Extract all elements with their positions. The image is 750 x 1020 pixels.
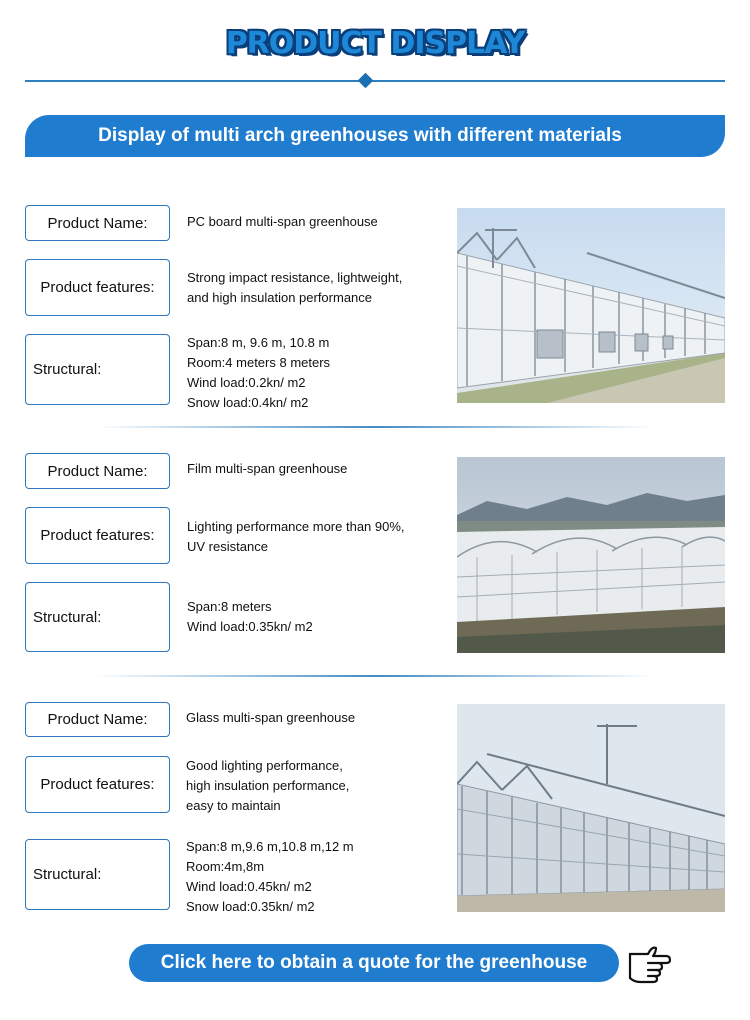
product-name-label: Product Name: [25, 205, 170, 241]
section-divider [95, 675, 655, 677]
structural-label: Structural: [25, 582, 170, 652]
product-features-value [187, 268, 402, 308]
text-line: Room:4m,8m [186, 859, 265, 874]
text-line: Wind load:0.45kn/ m2 [186, 879, 312, 894]
product-name-value: Glass multi-span greenhouse [186, 710, 356, 725]
diamond-icon [358, 73, 374, 89]
text-line: Snow load:0.35kn/ m2 [186, 899, 315, 914]
text-line: Wind load:0.35kn/ m2 [187, 619, 313, 634]
structural-label: Structural: [25, 334, 170, 405]
text-line: Span:8 m, 9.6 m, 10.8 m [187, 335, 330, 350]
product-features-label: Product features: [25, 507, 170, 564]
text-line: easy to maintain [186, 798, 281, 813]
product-features-value [186, 756, 349, 816]
section-banner: Display of multi arch greenhouses with different materials [25, 115, 725, 157]
get-quote-button[interactable]: Click here to obtain a quote for the greenhouse [129, 944, 619, 982]
text-line: Snow load:0.4kn/ m2 [187, 395, 309, 410]
text-line: high insulation performance, [186, 778, 350, 793]
text-line: Strong impact resistance, lightweight, [187, 270, 403, 285]
text-line: Lighting performance more than 90%, [187, 519, 405, 534]
structural-label: Structural: [25, 839, 170, 910]
glass-greenhouse-photo [457, 704, 725, 912]
pointing-hand-icon [626, 940, 672, 984]
text-line: Span:8 m,9.6 m,10.8 m,12 m [186, 839, 354, 854]
structural-value [187, 333, 330, 413]
text-line: Wind load:0.2kn/ m2 [187, 375, 306, 390]
product-features-value [187, 517, 405, 557]
product-features-label: Product features: [25, 259, 170, 316]
section-divider [95, 426, 655, 428]
text-line: UV resistance [187, 539, 268, 554]
product-name-label: Product Name: [25, 702, 170, 737]
text-line: Good lighting performance, [186, 758, 343, 773]
pc-greenhouse-photo [457, 208, 725, 403]
film-greenhouse-photo [457, 457, 725, 653]
product-name-value: Film multi-span greenhouse [187, 461, 348, 476]
structural-value [186, 837, 354, 917]
text-line: Span:8 meters [187, 599, 272, 614]
page-title: PRODUCT DISPLAY [225, 26, 525, 61]
structural-value [187, 597, 313, 637]
product-name-label: Product Name: [25, 453, 170, 489]
text-line: Room:4 meters 8 meters [187, 355, 331, 370]
text-line: and high insulation performance [187, 290, 373, 305]
title-divider [25, 80, 725, 82]
product-features-label: Product features: [25, 756, 170, 813]
product-name-value: PC board multi-span greenhouse [187, 214, 378, 229]
